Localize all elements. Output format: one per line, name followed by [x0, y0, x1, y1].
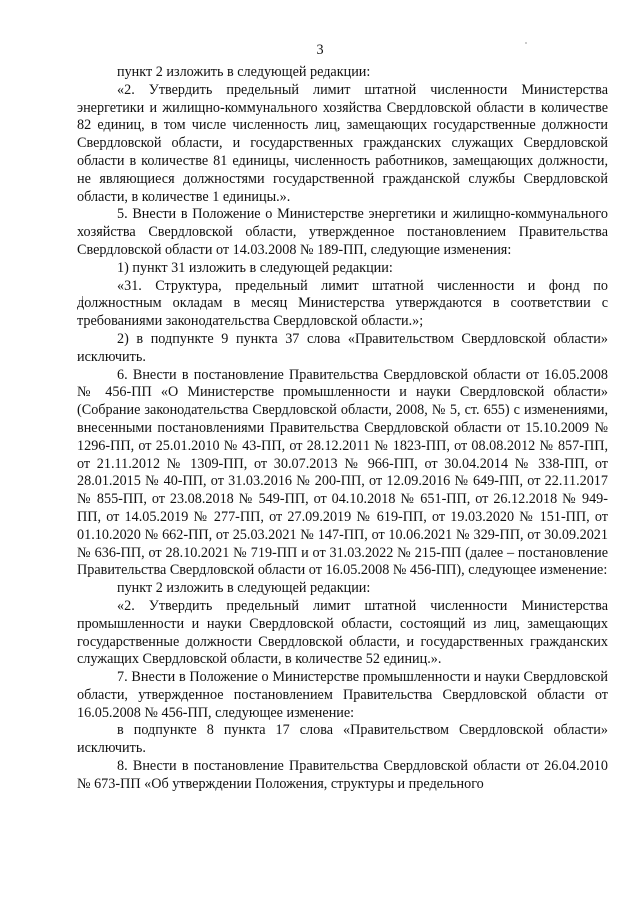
- page-number: 3: [316, 42, 324, 58]
- paragraph-item-5: 5. Внести в Положение о Министерстве энергетики и жилищно-коммунального хозяйства Свердловской области, утвержденное постановлением Правительства Свердловской области от 14.03.2008 № 189-ПП, следующие изменения:: [77, 206, 608, 258]
- paragraph-subitem-1: 1) пункт 31 изложить в следующей редакции:: [117, 259, 393, 276]
- paragraph-quote-point-2-energy: «2. Утвердить предельный лимит штатной численности Министерства энергетики и жилищно-коммунального хозяйства Свердловской области в количестве 82 единиц, в том числе численность лиц, замещающих государственные должности Свердловской области, и государственных гражданских служащих Свердловской области в количестве 81 единицы, численность работников, замещающих должности, не являющиеся должностями государственной гражданской службы Свердловской области, в количестве 1 единицы.».: [77, 81, 608, 205]
- paragraph-item-7: 7. Внести в Положение о Министерстве промышленности и науки Свердловской области, утвержденное постановлением Правительства Свердловской области от 16.05.2008 № 456-ПП, следующее изменение:: [77, 669, 608, 721]
- paragraph-quote-point-2-industry: «2. Утвердить предельный лимит штатной численности Министерства промышленности и науки Свердловской области, состоящий из лиц, замещающих государственные должности Свердловской области, и государственных гражданских служащих Свердловской области, в количестве 52 единиц.».: [77, 597, 608, 668]
- paragraph-subitem-8-point-17: в подпункте 8 пункта 17 слова «Правительством Свердловской области» исключить.: [77, 722, 608, 757]
- paragraph-intro-point-2-industry: пункт 2 изложить в следующей редакции:: [117, 580, 371, 597]
- paragraph-subitem-2: 2) в подпункте 9 пункта 37 слова «Правительством Свердловской области» исключить.: [77, 330, 608, 365]
- paragraph-quote-point-31: «31. Структура, предельный лимит штатной численности и фонд по должностным окладам в месяц Министерства утверждаются в соответствии с требованиями законодательства Свердловской области.»;: [77, 277, 608, 330]
- paragraph-item-8: 8. Внести в постановление Правительства Свердловской области от 26.04.2010 № 673-ПП «Об утверждении Положения, структуры и предельного: [77, 758, 608, 792]
- paragraph-item-6: 6. Внести в постановление Правительства Свердловской области от 16.05.2008 № 456-ПП «О Министерстве промышленности и науки Свердловской области» (Собрание законодательства Свердловской области, 2008, № 5, ст. 655) с изменениями, внесенными постановлениями Правительства Свердловской области от 15.10.2009 № 1296-ПП, от 25.01.2010 № 43-ПП, от 28.12.2011 № 1823-ПП, от 08.08.2012 № 857-ПП, от 21.11.2012 № 1309-ПП, от 30.07.2013 № 966-ПП, от 30.04.2014 № 338-ПП, от 28.01.2015 № 40-ПП, от 31.03.2016 № 200-ПП, от 12.09.2016 № 649-ПП, от 22.11.2017 № 855-ПП, от 23.08.2018 № 549-ПП, от 04.10.2018 № 651-ПП, от 26.12.2018 № 949-ПП, от 14.05.2019 № 277-ПП, от 27.09.2019 № 619-ПП, от 19.03.2020 № 151-ПП, от 01.10.2020 № 662-ПП, от 25.03.2021 № 147-ПП, от 10.06.2021 № 329-ПП, от 30.09.2021 № 636-ПП, от 28.10.2021 № 719-ПП и от 31.03.2022 № 215-ПП (далее – постановление Правительства Свердловской области от 16.05.2008 № 456-ПП), следующее изменение:: [77, 366, 608, 579]
- document-body: [77, 64, 608, 794]
- paragraph-intro-point-2: пункт 2 изложить в следующей редакции:: [117, 64, 371, 80]
